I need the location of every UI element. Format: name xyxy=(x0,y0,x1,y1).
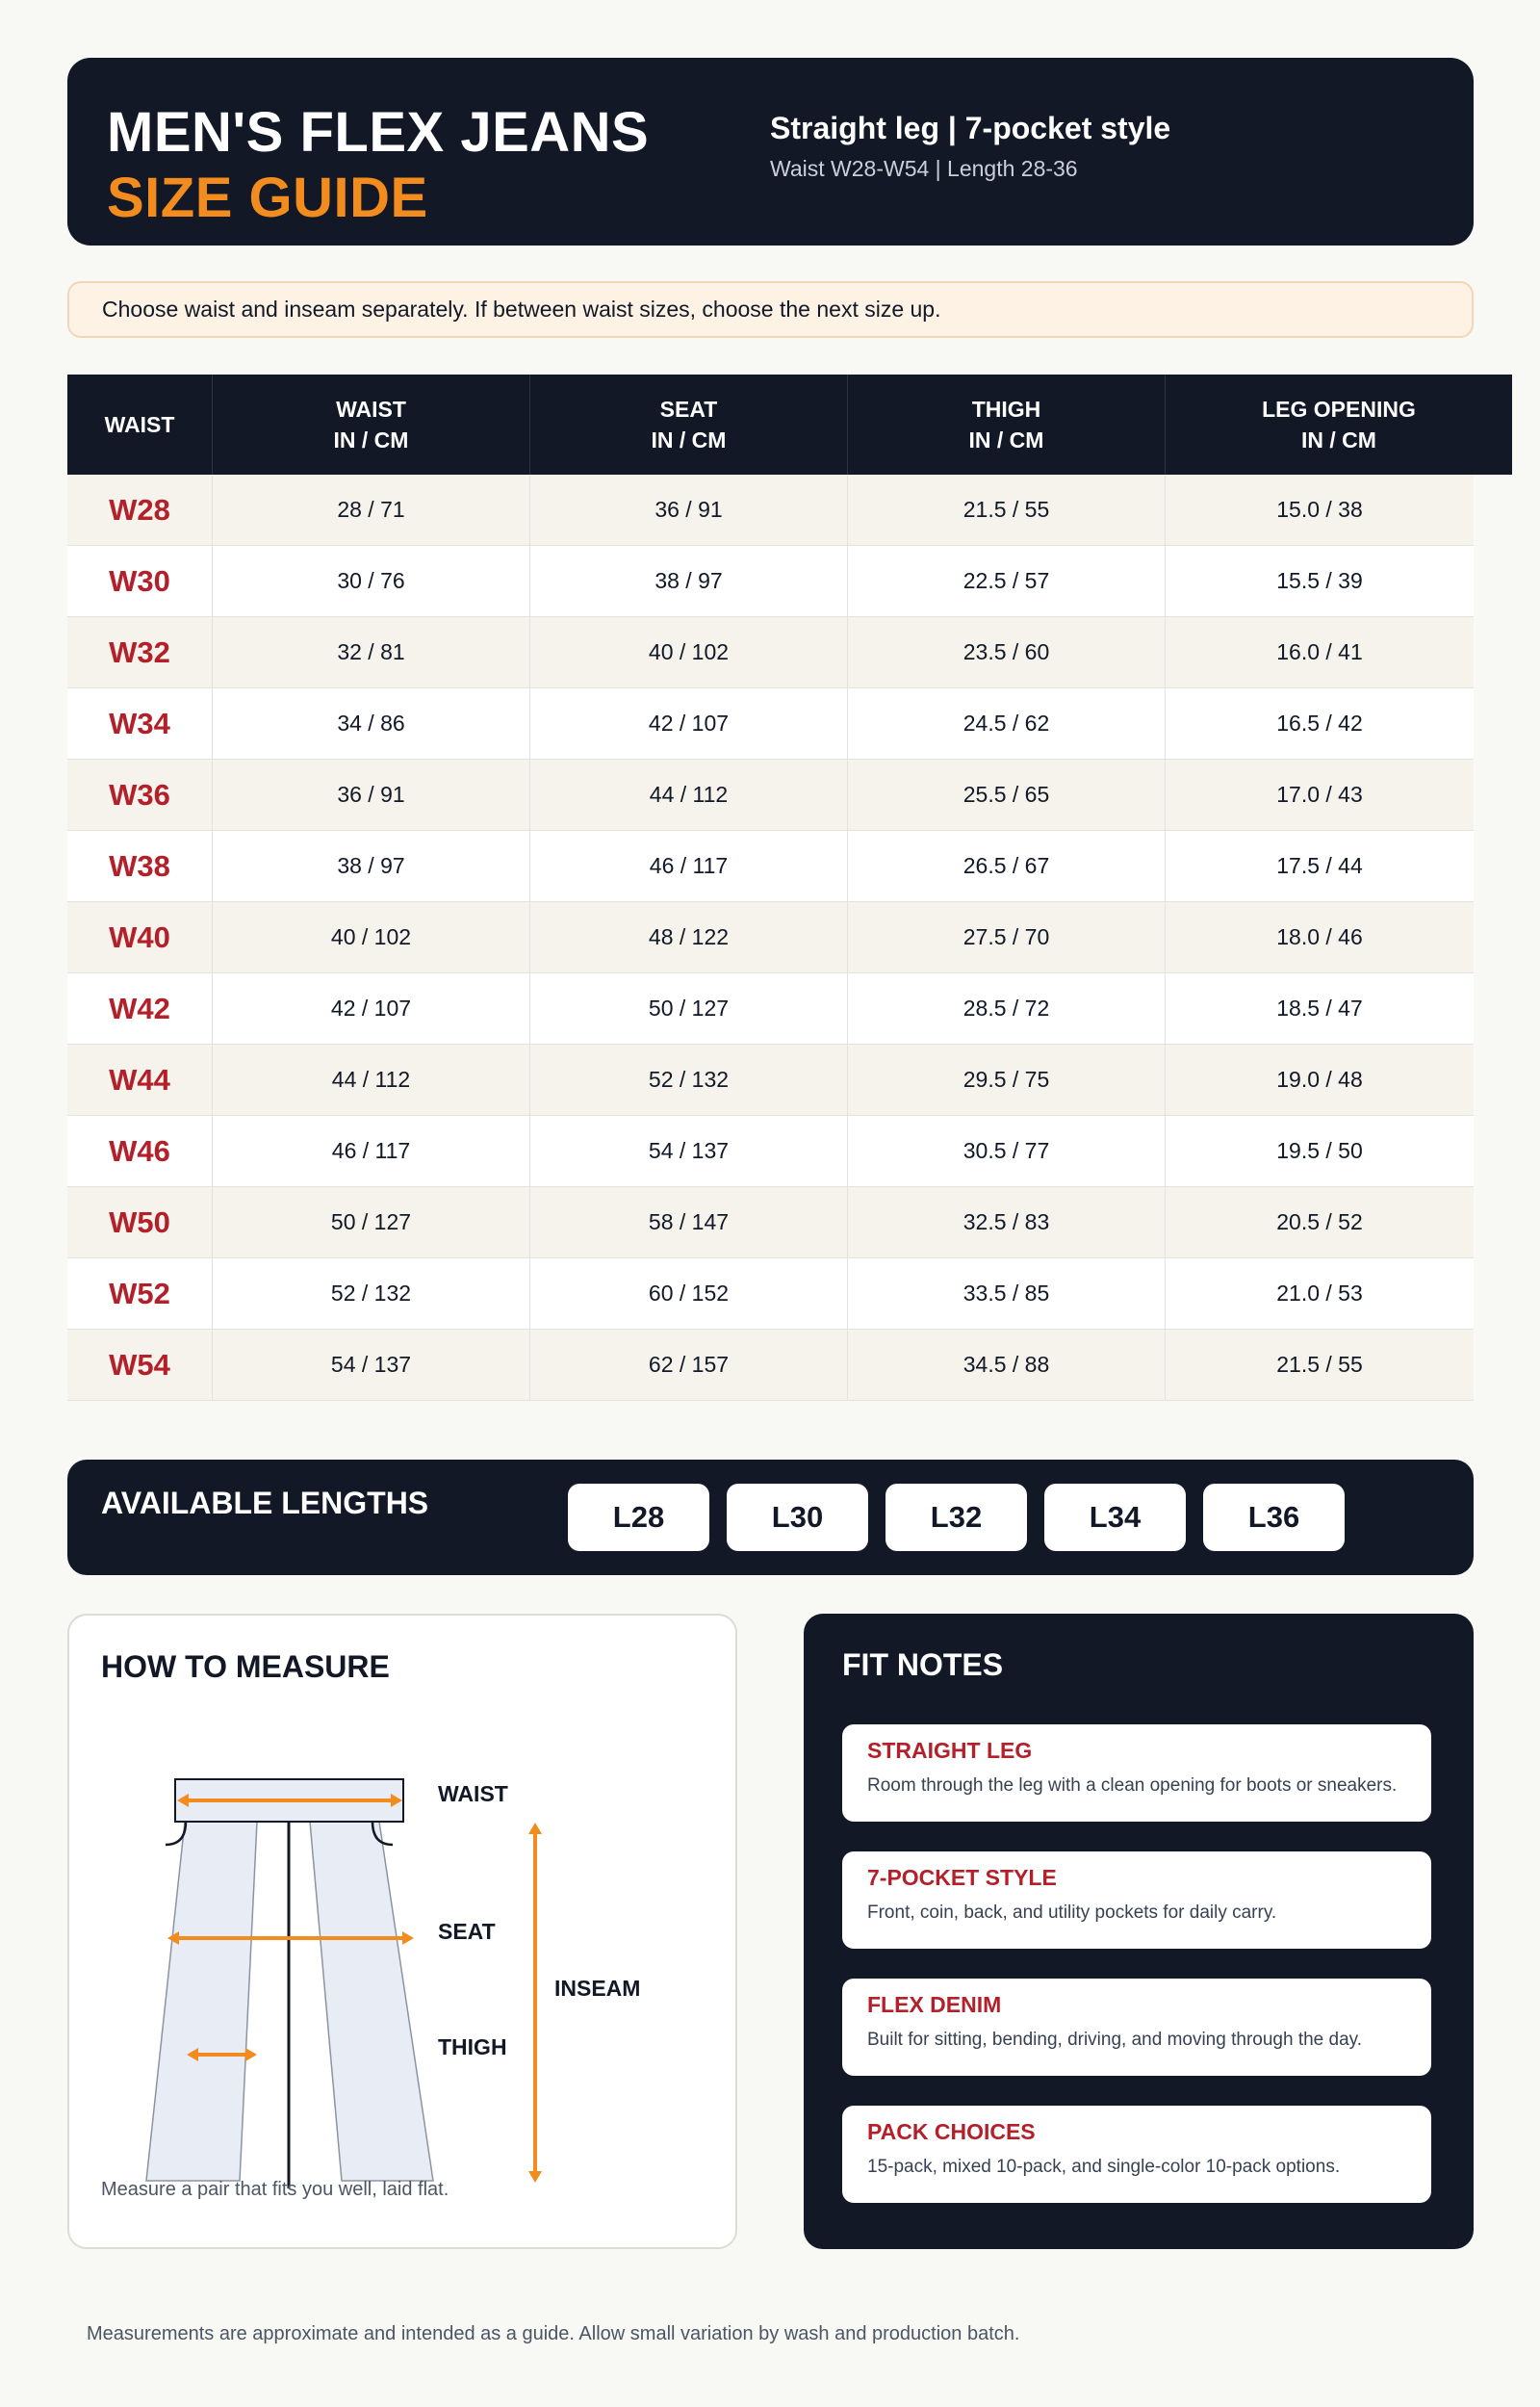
available-lengths-bar xyxy=(67,1460,1474,1575)
fit-note-flex-denim xyxy=(842,1979,1431,2076)
leg-opening-cell: 17.5 / 44 xyxy=(1276,853,1363,878)
size-cell: W46 xyxy=(67,1116,213,1186)
size-cell: W32 xyxy=(67,617,213,687)
leg-opening-cell: 16.5 / 42 xyxy=(1276,711,1363,736)
size-cell: W38 xyxy=(67,831,213,901)
table-row xyxy=(67,1116,1474,1187)
seat-cell: 48 / 122 xyxy=(530,902,848,972)
thigh-cell: 22.5 / 57 xyxy=(848,546,1166,616)
size-cell: W34 xyxy=(67,688,213,759)
leg-opening-cell: 21.0 / 53 xyxy=(1276,1281,1363,1306)
size-cell: W28 xyxy=(67,475,213,545)
size-cell: W44 xyxy=(67,1045,213,1115)
seat-cell: 52 / 132 xyxy=(530,1045,848,1115)
leg-opening-cell: 15.5 / 39 xyxy=(1276,568,1363,593)
how-to-measure-card xyxy=(67,1614,737,2249)
fit-note-text: Built for sitting, bending, driving, and moving through the day. xyxy=(867,2030,1363,2050)
footer-disclaimer: Measurements are approximate and intended as a guide. Allow small variation by wash and production batch. xyxy=(87,2323,1020,2344)
waist-measure-label: WAIST xyxy=(438,1781,508,1806)
table-row xyxy=(67,1258,1474,1330)
left-leg-shape xyxy=(146,1822,257,2181)
size-table xyxy=(67,375,1512,1401)
leg-opening-cell: 18.0 / 46 xyxy=(1276,924,1363,949)
waist-cell: 46 / 117 xyxy=(213,1116,530,1186)
size-cell: W40 xyxy=(67,902,213,972)
seat-measure-label: SEAT xyxy=(438,1919,496,1944)
inseam-measure-label: INSEAM xyxy=(554,1976,641,2001)
seat-arrow-head-right xyxy=(402,1931,414,1945)
size-cell: W52 xyxy=(67,1258,213,1329)
leg-opening-cell: 19.5 / 50 xyxy=(1276,1138,1363,1163)
waist-cell: 50 / 127 xyxy=(213,1187,530,1257)
thigh-cell: 25.5 / 65 xyxy=(848,760,1166,830)
fit-note-title: STRAIGHT LEG xyxy=(867,1738,1033,1763)
table-row xyxy=(67,1330,1474,1401)
waist-cell: 36 / 91 xyxy=(213,760,530,830)
size-cell: W36 xyxy=(67,760,213,830)
waist-cell: 44 / 112 xyxy=(213,1045,530,1115)
inseam-arrow-head-bottom xyxy=(528,2171,542,2183)
waist-cell: 52 / 132 xyxy=(213,1258,530,1329)
table-row xyxy=(67,617,1474,688)
thigh-cell: 34.5 / 88 xyxy=(848,1330,1166,1400)
table-header xyxy=(67,375,1512,475)
lengths-label: AVAILABLE LENGTHS xyxy=(101,1486,429,1520)
seat-cell: 38 / 97 xyxy=(530,546,848,616)
table-body xyxy=(67,475,1474,1401)
leg-opening-cell: 17.0 / 43 xyxy=(1276,782,1363,807)
thigh-cell: 23.5 / 60 xyxy=(848,617,1166,687)
thigh-arrow-head-right xyxy=(245,2048,257,2061)
length-option-l36[interactable]: L36 xyxy=(1203,1484,1345,1551)
fit-notes-card xyxy=(804,1614,1474,2249)
waist-cell: 28 / 71 xyxy=(213,475,530,545)
size-cell: W54 xyxy=(67,1330,213,1400)
table-row xyxy=(67,831,1474,902)
thigh-cell: 32.5 / 83 xyxy=(848,1187,1166,1257)
waist-cell: 38 / 97 xyxy=(213,831,530,901)
seat-cell: 40 / 102 xyxy=(530,617,848,687)
leg-opening-cell: 20.5 / 52 xyxy=(1276,1209,1363,1234)
inseam-arrow-head-top xyxy=(528,1823,542,1834)
fit-note-7-pocket-style xyxy=(842,1851,1431,1949)
seat-cell: 46 / 117 xyxy=(530,831,848,901)
header-cell-seat: SEAT IN / CM xyxy=(530,375,848,475)
thigh-cell: 24.5 / 62 xyxy=(848,688,1166,759)
thigh-cell: 26.5 / 67 xyxy=(848,831,1166,901)
page-title: MEN'S FLEX JEANS xyxy=(107,101,650,164)
waist-cell: 40 / 102 xyxy=(213,902,530,972)
length-option-l28[interactable]: L28 xyxy=(568,1484,709,1551)
fit-note-text: 15-pack, mixed 10-pack, and single-color 10-pack options. xyxy=(867,2157,1341,2177)
size-cell: W42 xyxy=(67,973,213,1044)
thigh-cell: 29.5 / 75 xyxy=(848,1045,1166,1115)
table-row xyxy=(67,1187,1474,1258)
length-option-l34[interactable]: L34 xyxy=(1044,1484,1186,1551)
fit-notes-title: FIT NOTES xyxy=(842,1647,1004,1682)
seat-cell: 60 / 152 xyxy=(530,1258,848,1329)
length-option-l32[interactable]: L32 xyxy=(886,1484,1027,1551)
thigh-cell: 30.5 / 77 xyxy=(848,1116,1166,1186)
size-cell: W50 xyxy=(67,1187,213,1257)
header-cell-waist: WAIST IN / CM xyxy=(213,375,530,475)
waist-cell: 30 / 76 xyxy=(213,546,530,616)
seat-cell: 58 / 147 xyxy=(530,1187,848,1257)
header-cell-thigh: THIGH IN / CM xyxy=(848,375,1166,475)
size-range: Waist W28-W54 | Length 28-36 xyxy=(770,156,1078,181)
fit-note-pack-choices xyxy=(842,2106,1431,2203)
seat-cell: 44 / 112 xyxy=(530,760,848,830)
waist-cell: 42 / 107 xyxy=(213,973,530,1044)
measure-note: Measure a pair that fits you well, laid flat. xyxy=(101,2179,449,2200)
header-banner xyxy=(67,58,1474,246)
product-subtitle: Straight leg | 7-pocket style xyxy=(770,111,1171,145)
page-title-accent: SIZE GUIDE xyxy=(107,167,428,229)
fit-note-text: Front, coin, back, and utility pockets for daily carry. xyxy=(867,1902,1277,1923)
leg-opening-cell: 16.0 / 41 xyxy=(1276,639,1363,664)
right-leg-shape xyxy=(310,1822,433,2181)
table-row xyxy=(67,1045,1474,1116)
jeans-diagram xyxy=(69,1616,739,2251)
thigh-cell: 21.5 / 55 xyxy=(848,475,1166,545)
header-cell-leg-opening: LEG OPENING IN / CM xyxy=(1262,397,1416,453)
waist-cell: 32 / 81 xyxy=(213,617,530,687)
thigh-cell: 27.5 / 70 xyxy=(848,902,1166,972)
length-option-l30[interactable]: L30 xyxy=(727,1484,868,1551)
table-row xyxy=(67,475,1474,546)
waist-cell: 54 / 137 xyxy=(213,1330,530,1400)
seat-cell: 54 / 137 xyxy=(530,1116,848,1186)
thigh-measure-label: THIGH xyxy=(438,2034,507,2059)
table-row xyxy=(67,973,1474,1045)
seat-cell: 42 / 107 xyxy=(530,688,848,759)
size-cell: W30 xyxy=(67,546,213,616)
leg-opening-cell: 19.0 / 48 xyxy=(1276,1067,1363,1092)
table-row xyxy=(67,760,1474,831)
header-cell-size: WAIST xyxy=(67,375,213,475)
seat-cell: 50 / 127 xyxy=(530,973,848,1044)
seat-cell: 62 / 157 xyxy=(530,1330,848,1400)
leg-opening-cell: 18.5 / 47 xyxy=(1276,996,1363,1021)
table-row xyxy=(67,688,1474,760)
leg-opening-cell: 21.5 / 55 xyxy=(1276,1352,1363,1377)
waist-cell: 34 / 86 xyxy=(213,688,530,759)
leg-opening-cell: 15.0 / 38 xyxy=(1276,497,1363,522)
thigh-cell: 28.5 / 72 xyxy=(848,973,1166,1044)
seat-cell: 36 / 91 xyxy=(530,475,848,545)
fit-note-title: 7-POCKET STYLE xyxy=(867,1865,1057,1890)
fit-note-text: Room through the leg with a clean opening for boots or sneakers. xyxy=(867,1775,1398,1796)
sizing-notice: Choose waist and inseam separately. If between waist sizes, choose the next size up. xyxy=(67,281,1474,338)
table-row xyxy=(67,902,1474,973)
thigh-cell: 33.5 / 85 xyxy=(848,1258,1166,1329)
fit-note-title: FLEX DENIM xyxy=(867,1992,1002,2017)
fit-note-title: PACK CHOICES xyxy=(867,2119,1036,2144)
measure-title: HOW TO MEASURE xyxy=(101,1649,390,1684)
table-row xyxy=(67,546,1474,617)
fit-note-straight-leg xyxy=(842,1724,1431,1822)
